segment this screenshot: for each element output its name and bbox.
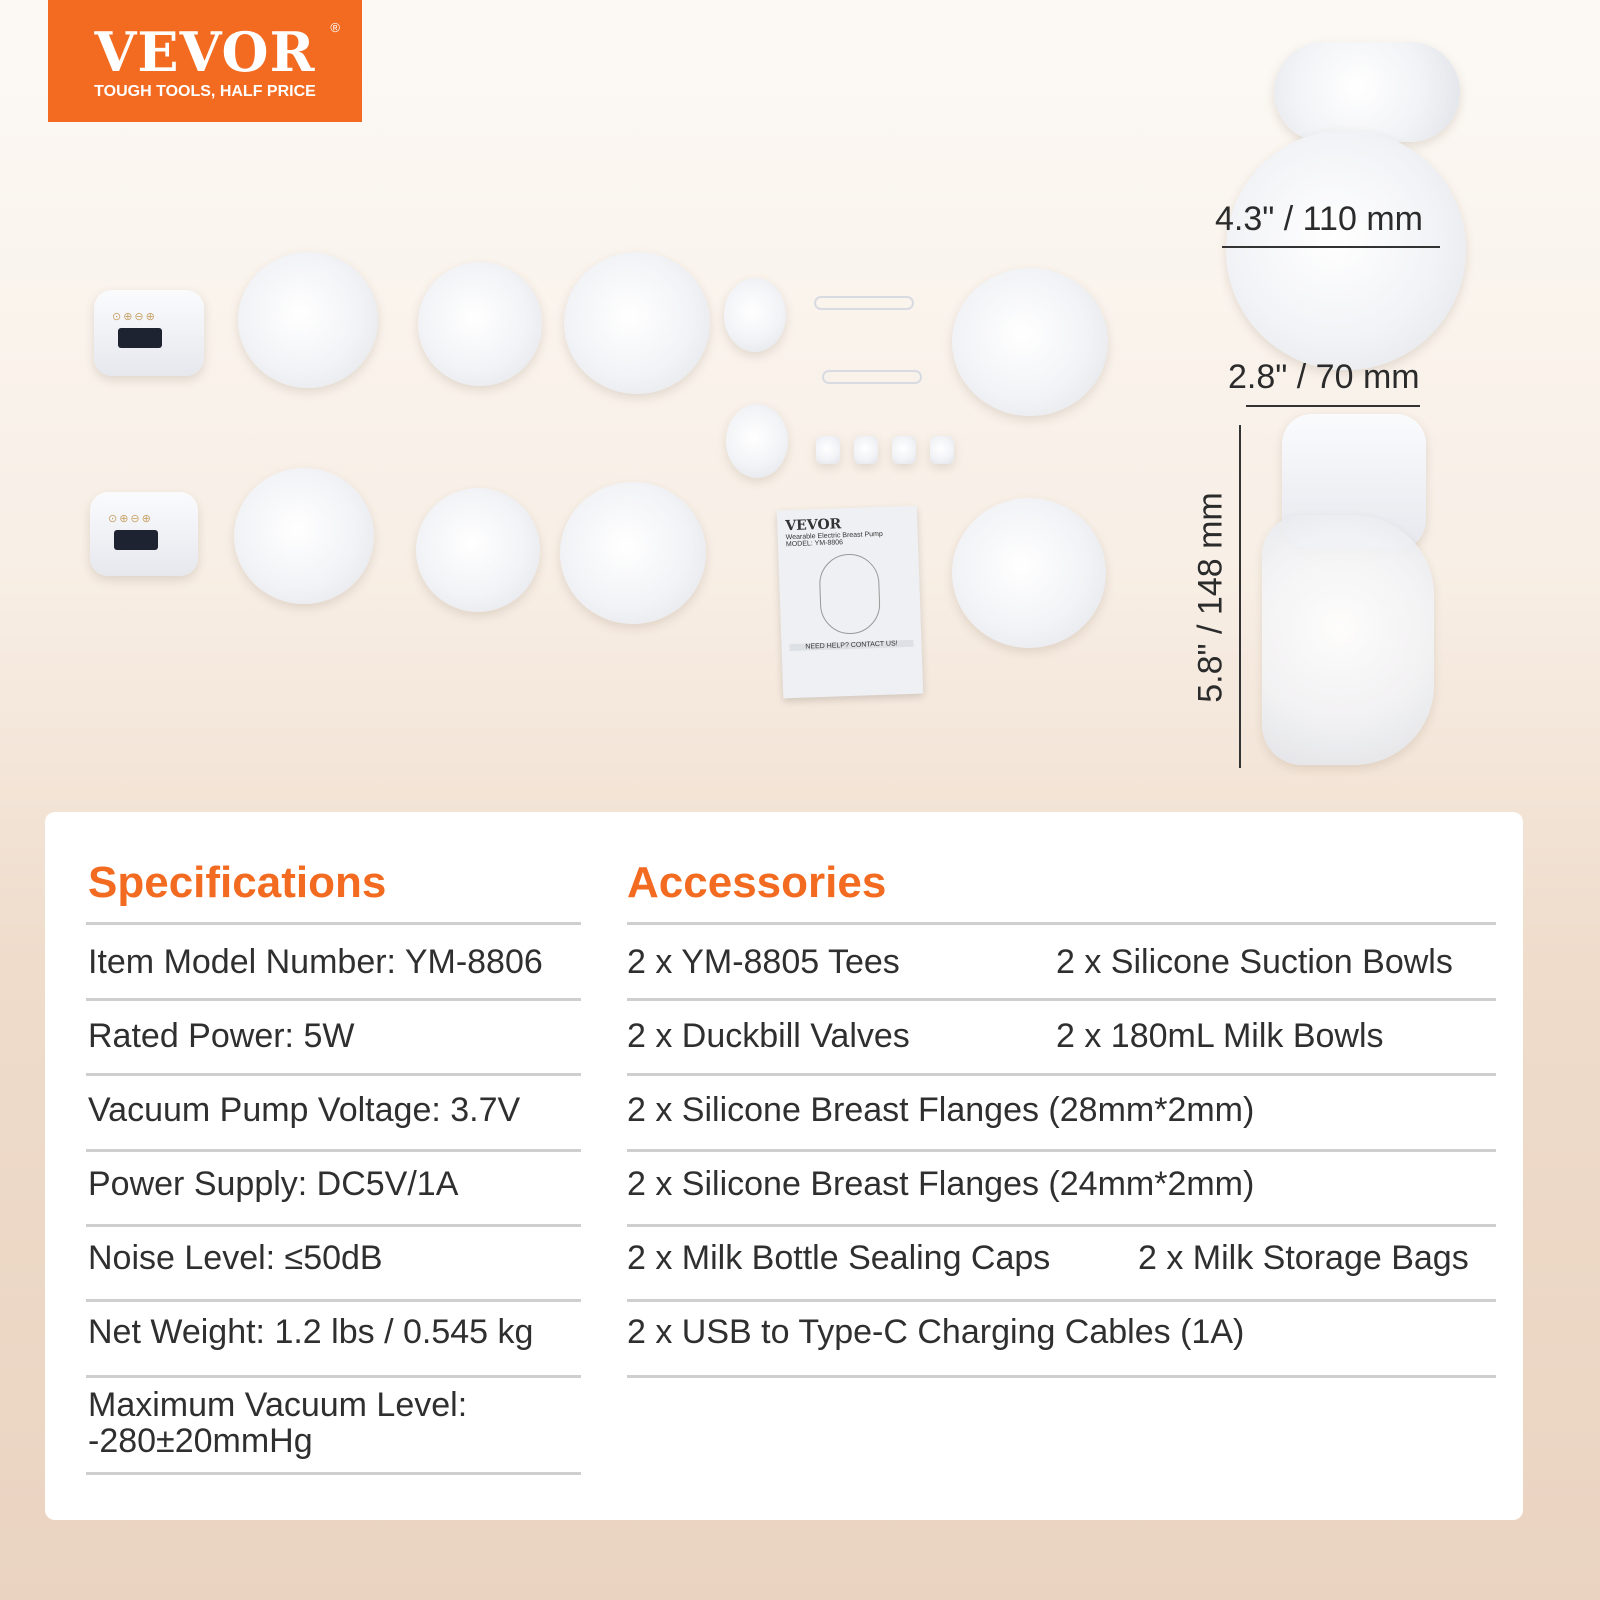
usb-cable-image xyxy=(822,370,922,384)
tee-image xyxy=(416,488,540,612)
assembled-pump-bowl-image xyxy=(1262,515,1434,765)
spec-row: Rated Power: 5W xyxy=(88,1017,355,1055)
duckbill-valve-image xyxy=(930,436,954,464)
spec-row: Vacuum Pump Voltage: 3.7V xyxy=(88,1091,521,1129)
logo-registered: ® xyxy=(330,20,340,35)
milk-bowl-image xyxy=(238,252,378,388)
manual-brand: VEVOR xyxy=(785,516,842,535)
diameter-line xyxy=(1222,246,1440,248)
manual-title: Wearable Electric Breast Pump xyxy=(785,530,883,542)
height-dimension: 5.8" / 148 mm xyxy=(1191,492,1230,703)
divider xyxy=(86,1149,581,1152)
pump-label-image xyxy=(1274,42,1460,142)
accessory-item: 2 x Silicone Suction Bowls xyxy=(1056,943,1453,981)
divider xyxy=(86,1299,581,1302)
duckbill-valve-image xyxy=(892,436,916,464)
pump-motor-image: ⊙⊕⊖⊕ xyxy=(94,290,204,376)
sealing-cap-image xyxy=(726,404,788,478)
divider xyxy=(627,1299,1496,1302)
divider xyxy=(86,1224,581,1227)
diameter-dimension: 4.3" / 110 mm xyxy=(1215,200,1423,238)
accessory-item: 2 x Milk Storage Bags xyxy=(1138,1239,1469,1277)
divider xyxy=(86,998,581,1001)
accessory-item: 2 x YM-8805 Tees xyxy=(627,943,900,981)
accessory-item: 2 x Milk Bottle Sealing Caps xyxy=(627,1239,1051,1277)
spec-row: Power Supply: DC5V/1A xyxy=(88,1165,459,1203)
tee-image xyxy=(418,262,542,386)
pump-motor-image: ⊙⊕⊖⊕ xyxy=(90,492,198,576)
duckbill-valve-image xyxy=(816,436,840,464)
divider xyxy=(627,922,1496,925)
user-manual-image xyxy=(777,506,923,699)
divider xyxy=(86,922,581,925)
duckbill-valve-image xyxy=(854,436,878,464)
sealing-cap-image xyxy=(724,278,786,352)
flange-image xyxy=(564,252,710,394)
assembled-pump-front-image xyxy=(1226,130,1466,370)
flange-image xyxy=(560,482,706,624)
spec-row: Item Model Number: YM-8806 xyxy=(88,943,543,981)
divider xyxy=(627,1375,1496,1378)
divider xyxy=(86,1472,581,1475)
divider xyxy=(86,1375,581,1378)
spec-row: Noise Level: ≤50dB xyxy=(88,1239,383,1277)
height-line xyxy=(1239,425,1241,768)
divider xyxy=(627,1224,1496,1227)
accessory-item: 2 x Duckbill Valves xyxy=(627,1017,910,1055)
accessory-item: 2 x 180mL Milk Bowls xyxy=(1056,1017,1384,1055)
accessory-item: 2 x USB to Type-C Charging Cables (1A) xyxy=(627,1313,1245,1351)
vevor-logo xyxy=(48,0,362,122)
milk-bowl-image xyxy=(234,468,374,604)
divider xyxy=(86,1073,581,1076)
spec-row: Maximum Vacuum Level: xyxy=(88,1386,468,1424)
depth-dimension: 2.8" / 70 mm xyxy=(1228,358,1420,396)
manual-help: NEED HELP? CONTACT US! xyxy=(789,640,913,651)
accessory-item: 2 x Silicone Breast Flanges (24mm*2mm) xyxy=(627,1165,1255,1203)
usb-cable-image xyxy=(814,296,914,310)
suction-bowl-image xyxy=(952,268,1108,416)
divider xyxy=(627,1073,1496,1076)
logo-brand: VEVOR xyxy=(94,20,316,84)
specs-card xyxy=(45,812,1523,1520)
spec-row: Net Weight: 1.2 lbs / 0.545 kg xyxy=(88,1313,534,1351)
divider xyxy=(627,998,1496,1001)
depth-line xyxy=(1246,405,1420,407)
suction-bowl-image xyxy=(952,498,1106,648)
spec-row: -280±20mmHg xyxy=(88,1422,313,1460)
accessory-item: 2 x Silicone Breast Flanges (28mm*2mm) xyxy=(627,1091,1255,1129)
divider xyxy=(627,1149,1496,1152)
accessories-heading: Accessories xyxy=(627,858,887,907)
manual-model: MODEL: YM-8806 xyxy=(785,539,844,549)
specifications-heading: Specifications xyxy=(88,858,387,907)
logo-tagline: TOUGH TOOLS, HALF PRICE xyxy=(94,83,316,100)
